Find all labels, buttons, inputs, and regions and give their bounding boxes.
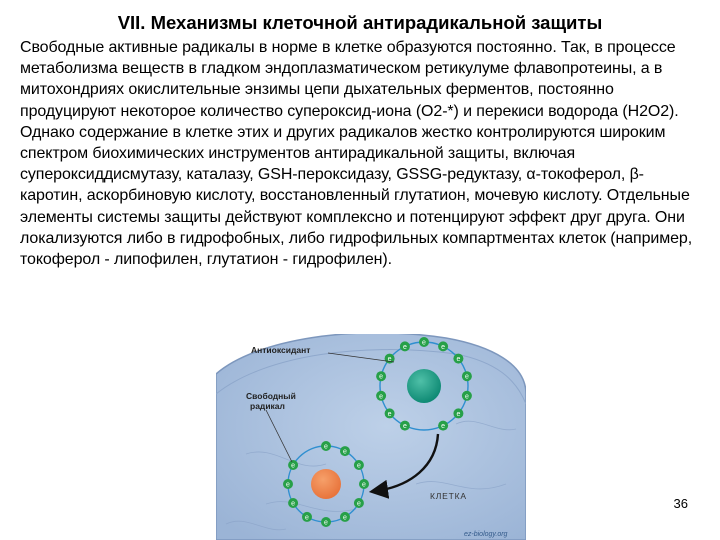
free-radical-electron-symbol: e [343,514,347,522]
free-radical-electron-symbol: e [291,462,296,470]
free-radical-electron-symbol: e [343,448,347,456]
cell-label: КЛЕТКА [430,491,467,501]
free-radical-nucleus [311,469,341,499]
body-paragraph: Свободные активные радикалы в норме в клетке образуются постоянно. Так, в процессе метаболизма веществ в гладком эндоплазматическом ретикулуме флавопротеины, а в митохондриях окислительные энзимы цепи дыхательных ферментов, постоянно продуцируют некоторое количество супероксид-иона (О2-*) и перекиси водорода (Н2О2). Однако содержание в клетке этих и других радикалов жестко контролируются широким спектром биохимических инструментов антирадикальной защиты, включая супероксиддисмутазу, каталазу, GSH-пероксидазу, GSSG-редуктазу, α-токоферол, β-каротин, аскорбиновую кислоту, восстановленный глутатион, мочевую кислоту. Отдельные элементы системы защиты действуют комплексно и потенцируют эффект друг друга. Они локализуются либо в гидрофобных, либо гидрофильных компартментах клеток (например, токоферол - липофилен, глутатион - гидрофилен). [20,39,693,269]
watermark-text: ez-biology.org [464,531,508,538]
free-radical-electron-symbol: e [324,519,328,527]
free-radical-electron-symbol: e [324,443,328,451]
free-radical-label-line2: радикал [250,401,285,411]
antioxidant-electron-symbol: e [441,423,446,431]
antioxidant-figure [216,334,526,540]
antioxidant-label: Антиоксидант [251,345,311,355]
antioxidant-electron-symbol: e [422,339,426,347]
free-radical-electron-symbol: e [356,462,361,470]
antioxidant-electron-symbol: e [387,356,392,364]
free-radical-electron-symbol: e [305,514,309,522]
free-radical-electron-symbol: e [356,500,361,508]
antioxidant-electron-symbol: e [464,393,469,401]
antioxidant-electron-symbol: e [456,356,461,364]
free-radical-electron-symbol: e [286,481,290,489]
free-radical-electron-symbol: e [291,500,296,508]
free-radical-label-line1: Свободный [246,391,296,401]
antioxidant-electron-symbol: e [456,410,461,418]
cell-membrane [216,334,526,540]
antioxidant-electron-symbol: e [379,393,384,401]
antioxidant-electron-symbol: e [387,410,392,418]
antioxidant-nucleus [407,369,441,403]
antioxidant-electron-symbol: e [464,373,469,381]
page-number: 36 [673,496,688,511]
antioxidant-electron-symbol: e [441,343,446,351]
slide-title: VII. Механизмы клеточной антирадикальной защиты [117,12,603,33]
free-radical-electron-symbol: e [362,481,366,489]
antioxidant-electron-symbol: e [402,343,407,351]
antioxidant-electron-symbol: e [379,373,384,381]
antioxidant-electron-symbol: e [402,423,407,431]
